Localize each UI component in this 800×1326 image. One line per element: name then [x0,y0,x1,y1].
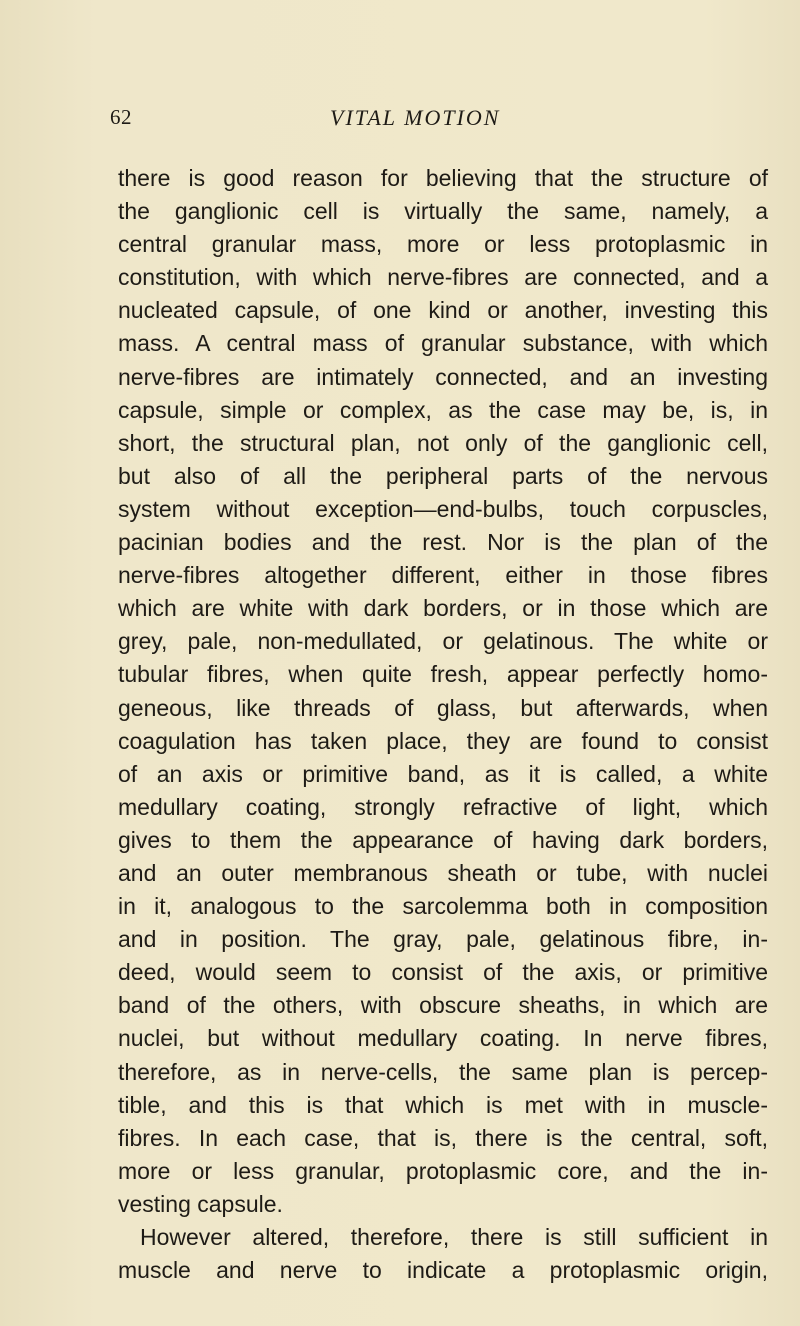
text-line: the ganglionic cell is virtually the same, namely, a [118,198,768,225]
text-line: However altered, therefore, there is still sufficient in [140,1224,768,1250]
text-line: which are white with dark borders, or in those which are [118,595,768,622]
text-line: short, the structural plan, not only of the ganglionic cell, [118,429,768,456]
text-line: therefore, as in nerve-cells, the same plan is percep- [118,1058,768,1085]
running-head: VITAL MOTION [330,105,501,130]
text-line: fibres. In each case, that is, there is the central, soft, [118,1124,768,1151]
body-text [118,162,768,1287]
text-line: geneous, like threads of glass, but afterwards, when [118,694,768,721]
text-line: constitution, with which nerve-fibres are connected, and a [118,264,768,291]
text-line: medullary coating, strongly refractive of light, which [118,793,768,820]
text-line: in it, analogous to the sarcolemma both in composition [118,893,768,920]
text-line: and in position. The gray, pale, gelatinous fibre, in- [118,926,768,953]
text-line: nucleated capsule, of one kind or another, investing this [118,297,768,324]
text-line: gives to them the appearance of having dark borders, [118,826,768,853]
page-number: 62 [110,105,132,129]
text-line: tible, and this is that which is met with in muscle- [118,1091,768,1118]
text-line: of an axis or primitive band, as it is called, a white [118,760,768,787]
text-line: more or less granular, protoplasmic core, and the in- [118,1157,768,1184]
text-line: system without exception—end-bulbs, touch corpuscles, [118,495,768,522]
text-line: and an outer membranous sheath or tube, with nuclei [118,859,768,886]
text-line: tubular fibres, when quite fresh, appear perfectly homo- [118,661,768,688]
text-line: nerve-fibres altogether different, either in those fibres [118,562,768,589]
text-line: deed, would seem to consist of the axis, or primitive [118,959,768,986]
text-line: there is good reason for believing that the structure of [118,165,768,191]
text-line: nuclei, but without medullary coating. In nerve fibres, [118,1025,768,1052]
text-line: vesting capsule. [118,1190,283,1217]
text-line: nerve-fibres are intimately connected, and an investing [118,363,768,390]
text-line: muscle and nerve to indicate a protoplasmic origin, [118,1257,768,1284]
text-line: coagulation has taken place, they are found to consist [118,727,768,754]
page-header [0,105,800,135]
text-line: pacinian bodies and the rest. Nor is the plan of the [118,529,768,556]
text-line: mass. A central mass of granular substance, with which [118,330,768,357]
text-line: band of the others, with obscure sheaths, in which are [118,992,768,1019]
text-line: grey, pale, non-medullated, or gelatinous. The white or [118,628,768,655]
text-line: central granular mass, more or less protoplasmic in [118,231,768,258]
text-line: but also of all the peripheral parts of the nervous [118,462,768,489]
text-line: capsule, simple or complex, as the case may be, is, in [118,396,768,423]
